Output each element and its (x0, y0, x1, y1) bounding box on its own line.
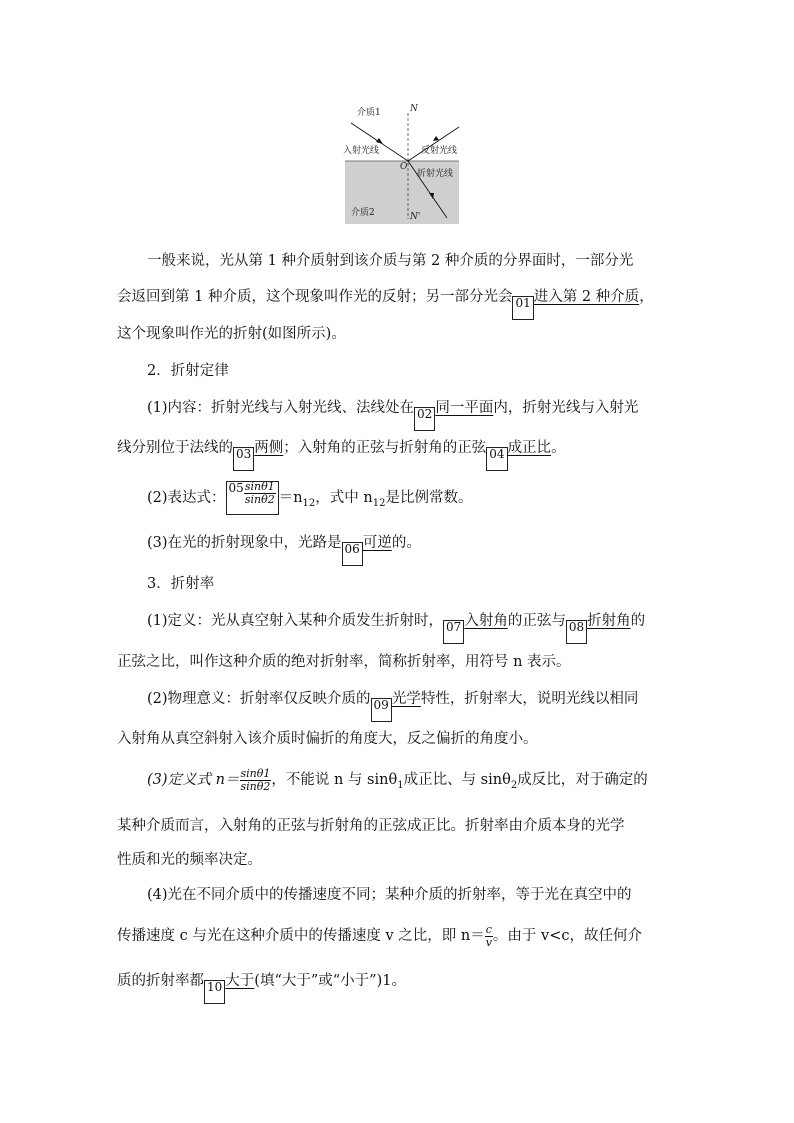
intro-line-3: 这个现象叫作光的折射(如图所示)。 (117, 326, 346, 342)
intro-text: 一般来说，光从第 1 种介质射到该介质与第 2 种介质的分界面时，一部分光 (147, 253, 634, 269)
answer-box-02: 02 (414, 407, 435, 431)
content-line-2: 线分别位于法线的 03 两侧；入射角的正弦与折射角的正弦 04 成正比。 (117, 437, 677, 471)
intro-line-1 (147, 250, 707, 272)
answer-box-09: 09 (371, 698, 392, 722)
normal-top-label: N (410, 104, 418, 114)
answer-01: 进入第 2 种介质 (533, 289, 640, 305)
answer-04: 成正比 (507, 440, 552, 456)
formula-line-1: (3)定义式 n＝ $\frac{\sin\theta 1}{\sin\theta 2}$ ，不能说 n 与 sinθ$_1$成正比、与 sinθ$_2$成反比，对于确定的 (147, 766, 648, 793)
answer-06: 可逆 (362, 535, 392, 551)
meaning-line-2: 入射角从真空斜射入该介质时偏折的角度大，反之偏折的角度小。 (117, 731, 538, 747)
definition-line-1: (1)定义：光从真空射入某种介质发生折射时， 07 入射角的正弦与 08 折射角的 (147, 610, 707, 644)
refracted-ray-label: 折射光线 (417, 169, 454, 179)
reflected-arrow (433, 136, 439, 141)
definition-fraction: $\frac{\sin\theta 1}{\sin\theta 2}$ (240, 766, 271, 793)
answer-box-04: 04 (486, 447, 507, 471)
content-line-1: (1)内容：折射光线与入射光线、法线处在 02 同一平面内，折射光线与入射光 (147, 397, 707, 431)
incident-arrow (376, 138, 383, 144)
meaning-line-1: (2)物理意义：折射率仅反映介质的 09 光学特性，折射率大，说明光线以相同 (147, 688, 707, 722)
answer-07: 入射角 (464, 613, 508, 629)
origin-label: O (400, 162, 408, 172)
reversibility-line: (3)在光的折射现象中，光路是 06 可逆的。 (147, 532, 707, 566)
answer-box-08: 08 (566, 620, 587, 644)
section-3-heading: 3．折射率 (147, 576, 215, 592)
expression-line: (2)表达式：05 $\frac{\sin\theta 1}{\sin\theta 2}$ $=n_{12}$，式中 $n_{12}$是比例常数。 (147, 480, 707, 522)
section-2-heading: 2．折射定律 (147, 363, 229, 379)
answer-05-fraction: $\frac{\sin\theta 1}{\sin\theta 2}$ (244, 480, 275, 506)
answer-10: 大于 (225, 973, 255, 989)
answer-box-05: 05 $\frac{\sin\theta 1}{\sin\theta 2}$ (226, 481, 279, 515)
answer-box-06: 06 (342, 542, 363, 566)
formula-line-2: 某种介质而言，入射角的正弦与折射角的正弦成正比。折射率由介质本身的光学 (117, 818, 625, 834)
velocity-line-3: 质的折射率都 10 大于(填“大于”或“小于”)1。 (117, 970, 677, 1004)
answer-03: 两侧 (254, 440, 284, 456)
answer-box-03: 03 (233, 447, 254, 471)
definition-line-2: 正弦之比，叫作这种介质的绝对折射率，简称折射率，用符号 n 表示。 (117, 654, 571, 670)
medium1-label: 介质1 (357, 108, 381, 118)
refraction-diagram (343, 103, 461, 225)
velocity-line-1: (4)光在不同介质中的传播速度不同；某种介质的折射率，等于光在真空中的 (147, 887, 632, 903)
incident-ray-label: 入射光线 (343, 146, 380, 156)
formula-line-3: 性质和光的频率决定。 (117, 852, 262, 868)
answer-09: 光学 (391, 691, 421, 707)
answer-box-07: 07 (443, 620, 464, 644)
normal-bottom-label: N' (410, 212, 421, 222)
answer-box-10: 10 (204, 980, 225, 1004)
answer-08: 折射角 (587, 613, 631, 629)
medium2-label: 介质2 (351, 208, 375, 218)
intro-line-2: 会返回到第 1 种介质，这个现象叫作光的反射；另一部分光会 01 进入第 2 种介质， (117, 286, 677, 320)
answer-box-01: 01 (512, 296, 533, 320)
answer-02: 同一平面 (435, 400, 494, 416)
reflected-ray-label: 反射光线 (421, 146, 458, 156)
velocity-line-2: 传播速度 c 与光在这种介质中的传播速度 v 之比，即 n＝ $\frac{c}{v}$ 。由于 v<c，故任何介 (117, 922, 642, 949)
speed-ratio-fraction: $\frac{c}{v}$ (485, 922, 492, 949)
